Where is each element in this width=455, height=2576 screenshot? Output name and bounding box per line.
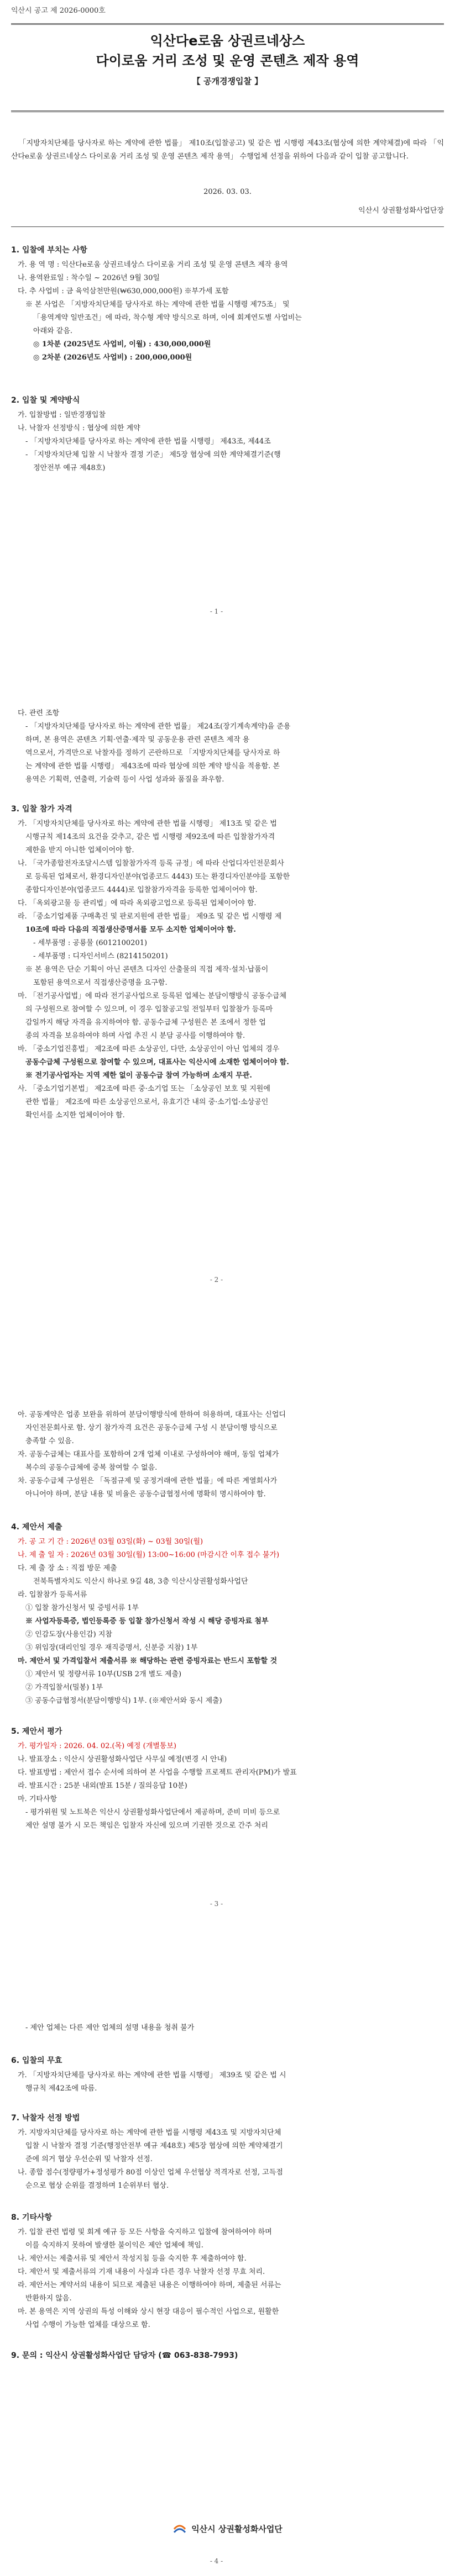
sec8-line: 나. 제안서는 제출서류 및 제안서 작성지침 등을 숙지한 후 제출하여야 함. [18, 2255, 247, 2263]
sec8-line: 반환하지 않음. [25, 2294, 72, 2303]
section-5 [11, 1718, 444, 1833]
title-line-1: 익산다e로움 상권르네상스 [150, 33, 305, 49]
logo-text: 익산시 상권활성화사업단 [191, 2524, 283, 2534]
sec4-line: 가. 공 고 기 간 : 2026년 03월 03일(화) ~ 03월 30일(월) [18, 1538, 203, 1546]
sec4-line: ① 제안서 및 정량서류 10부(USB 2개 별도 제출) [25, 1670, 182, 1678]
contact-line: 9. 문의 : 익산시 상권활성화사업단 담당자 (☎ 063-838-7993) [11, 2351, 238, 2360]
sec7-line: 가. 지방자치단체를 당사자로 하는 계약에 관한 법률 시행령 제43조 및 지방자치단체 [18, 2129, 281, 2137]
notice-number: 익산시 공고 제 2026-0000호 [11, 7, 106, 15]
section-3-continued [11, 1408, 444, 1501]
sec3-line: 의 구성원으로 참여할 수 있으며, 이 경우 입찰공고일 전일부터 입찰참가 등록마 [25, 1005, 273, 1013]
logo-mark-icon [172, 2521, 187, 2536]
sec3-line: ※ 본 용역은 단순 기획이 아닌 콘텐츠 디자인 산출물의 직접 제작·설치·납품이 [25, 965, 269, 974]
sec2b-line: 다. 관련 조항 [18, 709, 60, 717]
sec3-line: 종합디자인분야(업종코드 4444)로 입찰참가자격을 등록한 업체이어야 함. [25, 886, 258, 894]
sec8-line: 마. 본 용역은 지역 상권의 특성 이해와 상시 현장 대응이 필수적인 사업으로, 원활한 [18, 2308, 279, 2316]
title-line-2: 다이로움 거리 조성 및 운영 콘텐츠 제작 용역 [96, 53, 359, 68]
sec2-line: 가. 입찰방법 : 일반경쟁입찰 [18, 411, 106, 419]
sec3b-line: 충족할 수 있음. [25, 1437, 74, 1445]
page-number: - 2 - [210, 1276, 223, 1284]
sec3-line: 가. 「지방자치단체를 당사자로 하는 계약에 관한 법률 시행령」 제13조 및 같은 법 [18, 820, 277, 828]
sec4-line: 다. 제 출 장 소 : 직접 방문 제출 [18, 1564, 117, 1572]
section-4-heading: 4. 제안서 제출 [11, 1523, 62, 1532]
section-1-heading: 1. 입찰에 부치는 사항 [11, 246, 87, 255]
sec5-line: 라. 발표시간 : 25분 내외(발표 15분 / 질의응답 10분) [18, 1782, 187, 1790]
section-2 [11, 387, 444, 475]
sec1-line: ◎ 2차분 (2026년도 사업비) : 200,000,000원 [33, 353, 192, 362]
sec5-line: 가. 평가일자 : 2026. 04. 02.(목) 예정 (개별통보) [18, 1742, 176, 1750]
page-number: - 3 - [210, 1900, 223, 1908]
sec4-line: ① 입찰 참가신청서 및 증빙서류 1부 [25, 1604, 139, 1612]
sec2b-line: 용역은 기획력, 연출력, 기술력 등이 사업 성과와 품질을 좌우함. [25, 775, 224, 784]
sec3-line: ※ 전기공사업자는 지역 제한 없이 공동수급 참여 가능하며 소재지 무관. [25, 1071, 252, 1080]
sec3-line: - 세부품명 : 디자인서비스 (8214150201) [33, 952, 168, 960]
sec4-line: ③ 공동수급협정서(분담이행방식) 1부. (※제안서와 동시 제출) [25, 1697, 222, 1705]
section-5-heading: 5. 제안서 평가 [11, 1727, 62, 1736]
sec7-line: 나. 종합 점수(정량평가+정성평가 80점 이상인 업체 우선협상 적격자로 선정, 고득점 [18, 2168, 283, 2177]
sec3b-line: 자. 공동수급체는 대표사를 포함하여 2개 업체 이내로 구성하여야 해며, 동일 업체가 [18, 1450, 279, 1459]
sec2b-line: 역으로서, 가격만으로 낙찰자를 정하기 곤란하므로 「지방자치단체를 당사자로 하 [25, 749, 280, 757]
section-7-heading: 7. 낙찰자 선정 방법 [11, 2114, 80, 2123]
sec4-line: 라. 입찰참가 등록서류 [18, 1591, 87, 1599]
sec4-line: 나. 제 출 일 자 : 2026년 03월 30일(월) 13:00~16:00 (마감시간 이후 접수 불가) [18, 1551, 280, 1559]
sec3-line: 확인서를 소지한 업체이어야 함. [25, 1111, 125, 1120]
section-8 [11, 2204, 444, 2332]
sec3-line: 마. 「전기공사업법」에 따라 전기공사업으로 등록된 업체는 분담이행방식 공동수급체 [18, 992, 287, 1000]
page-number: - 4 - [210, 2557, 223, 2565]
title-bottom-rule [11, 110, 444, 112]
sec6-line: 가. 「지방자치단체를 당사자로 하는 계약에 관한 법률 시행령」 제39조 및 같은 법 시 [18, 2071, 286, 2079]
title-block [11, 31, 444, 87]
sec3b-line: 자인전문회사로 함. 상기 참가자격 요건은 공동수급체 구성 시 분담이행 방식으로 [25, 1424, 278, 1432]
sec3-line: 라. 「중소기업제품 구매촉진 및 판로지원에 관한 법률」 제9조 및 같은 법 시행령 제 [18, 912, 282, 921]
sec4-line: ② 인감도장(사용인감) 지참 [25, 1630, 112, 1639]
sec1-line: 다. 추 사업비 : 금 육억삼천만원(₩630,000,000원) ※부가세 포함 [18, 287, 229, 295]
sec4-line: 마. 제안서 및 가격입찰서 제출서류 ※ 해당하는 관련 증빙자료는 반드시 포함할 것 [18, 1657, 278, 1665]
sec3-line: 종의 자격을 보유하여야 하며 사업 추진 시 분담 공사를 이행하여야 함. [25, 1032, 245, 1040]
bid-type-subtitle: 【 공개경쟁입찰 】 [192, 76, 263, 86]
sec3-line: 바. 「중소기업진흥법」 제2조에 따른 소상공인, 다만, 소상공인이 아닌 업체의 경우 [18, 1045, 280, 1053]
sec8-line: 라. 제안서는 계약서의 내용이 되므로 제출된 내용은 이행하여야 하며, 제출된 서류는 [18, 2281, 281, 2289]
sec3b-line: 아니어야 하며, 분담 내용 및 비율은 공동수급협정서에 명확히 명시하여야 함. [25, 1490, 266, 1498]
sec1-line: 나. 용역완료일 : 착수일 ~ 2026년 9월 30일 [18, 274, 160, 282]
sec5-line: - 평가위원 및 노트북은 익산시 상권활성화사업단에서 제공하며, 준비 미비 등으로 [25, 1808, 280, 1817]
section-3-heading: 3. 입찰 참가 자격 [11, 805, 72, 814]
sec3b-line: 아. 공동계약은 업종 보완을 위하여 분담이행방식에 한하여 허용하며, 대표사는 신업디 [18, 1411, 286, 1419]
sec3-line: 로 등록된 업체로서, 환경디자인분야(업종코드 4443) 또는 환경디자인분야를 포함한 [25, 873, 290, 881]
sec3b-line: 복수의 공동수급체에 중복 참여할 수 없음. [25, 1464, 158, 1472]
sec3b-line: 차. 공동수급체 구성원은 「독점규제 및 공정거래에 관한 법률」에 따른 계열회사가 [18, 1477, 278, 1485]
sec2-line: - 「지방자치단체 입찰 시 낙찰자 결정 기준」 제5장 협상에 의한 계약체결기준(행 [25, 451, 281, 459]
sec8-line: 가. 입찰 관련 법령 및 회계 예규 등 모든 사항을 숙지하고 입찰에 참여하여야 하며 [18, 2228, 272, 2236]
organization-logo [0, 2521, 455, 2538]
sec2b-line: 는 계약에 관한 법률 시행령」 제43조에 따라 협상에 의한 계약 방식을 적용함. 본 [25, 762, 280, 770]
issuing-organization: 익산시 상권활성화사업단장 [358, 207, 444, 215]
section-6-heading: 6. 입찰의 무효 [11, 2056, 62, 2065]
section-2-continued [11, 707, 444, 786]
sec2b-line: - 「지방자치단체를 당사자로 하는 계약에 관한 법률」 제24조(장기계속계약)을 준용 [25, 722, 291, 731]
section-5-continued [11, 2021, 444, 2035]
section-9 [11, 2342, 444, 2364]
section-3 [11, 795, 444, 1122]
announcement-date: 2026. 03. 03. [203, 188, 252, 196]
sec4-line: ② 가격입찰서(밀봉) 1부 [25, 1683, 103, 1692]
section-2-heading: 2. 입찰 및 계약방식 [11, 396, 80, 405]
sec3-line: 공동수급체 구성원으로 참여할 수 있으며, 대표사는 익산시에 소재한 업체이어야 함. [25, 1058, 289, 1067]
sec1-line: ◎ 1차분 (2025년도 사업비, 이월) : 430,000,000원 [33, 340, 211, 349]
sec6-line: 행규칙 제42조에 따름. [25, 2084, 97, 2093]
sec5-line: 제안 설명 불가 시 모든 책임은 입찰자 자신에 있으며 기권한 것으로 간주 처리 [25, 1822, 268, 1830]
sec3-line: 포함된 용역으로서 직접생산증명을 요구함. [33, 979, 168, 987]
sec2-line: 나. 낙찰자 선정방식 : 협상에 의한 계약 [18, 424, 140, 432]
intro-paragraph: 「지방자치단체를 당사자로 하는 계약에 관한 법률」 제10조(입찰공고) 및 같은 법 시행령 제43조(협상에 의한 계약체결)에 따라 「익산다e로움 상권르네상스 다이로움 거리 조성 및 운영 콘텐츠 제작 용역」 수행업체 선정을 위하여 다음과 같이 입찰 공고합니다. [11, 139, 444, 161]
sec4-line: ③ 위임장(대리인일 경우 재직증명서, 신분증 지참) 1부 [25, 1644, 198, 1652]
sec3-line: 나. 「국가종합전자조달시스템 입찰참가자격 등록 규정」에 따라 산업디자인전문회사 [18, 859, 284, 868]
sec5-line: 나. 발표장소 : 익산시 상권활성화사업단 사무실 예정(변경 시 안내) [18, 1755, 227, 1764]
sec1-line: 아래와 같음. [33, 327, 73, 335]
sec1-line: ※ 본 사업은 「지방자치단체를 당사자로 하는 계약에 관한 법률 시행령 제75조」 및 [25, 300, 290, 309]
sec4-line: ※ 사업자등록증, 법인등록증 등 입찰 참가신청서 작성 시 해당 증빙자료 첨부 [25, 1617, 269, 1625]
sec2-line: - 「지방자치단체를 당사자로 하는 계약에 관한 법률 시행령」 제43조, 제44조 [25, 437, 271, 446]
sec2b-line: 하며, 본 용역은 콘텐츠 기획·연출·제작 및 공동운용 관련 콘텐츠 제작 용 [25, 736, 250, 744]
sec7-line: 순으로 협상 순위를 결정하며 1순위부터 협상. [25, 2182, 169, 2190]
section-8-heading: 8. 기타사항 [11, 2213, 53, 2222]
sec8-line: 사업 수행이 가능한 업체를 대상으로 함. [25, 2321, 150, 2329]
section-6 [11, 2047, 444, 2095]
sec1-line: 「용역계약 일반조건」에 따라, 착수형 계약 방식으로 하며, 이에 회계연도별 사업비는 [33, 314, 302, 322]
sec8-line: 다. 제안서 및 제출서류의 기재 내용이 사실과 다른 경우 낙찰자 선정 무효 처리. [18, 2268, 265, 2276]
page-number: - 1 - [210, 608, 223, 615]
section-1 [11, 236, 444, 365]
section-divider [11, 226, 444, 227]
sec3-line: 10조에 따라 다음의 직접생산증명서를 모두 소지한 업체이어야 함. [25, 926, 236, 934]
sec5-line: 다. 발표방법 : 제안서 접수 순서에 의하여 본 사업을 수행할 프로젝트 관리자(PM)가 발표 [18, 1769, 297, 1777]
sec2-line: 정안전부 예규 제48호) [33, 464, 106, 472]
title-top-rule [11, 23, 444, 25]
sec5-line: 마. 기타사항 [18, 1795, 57, 1803]
sec3-line: 사. 「중소기업기본법」 제2조에 따른 중·소기업 또는 「소상공인 보호 및 지원에 [18, 1085, 270, 1093]
sec3-line: 제한을 받지 아니한 업체이어야 함. [25, 846, 134, 854]
sec3-line: - 세부품명 : 공룡물 (60121002​01) [33, 939, 148, 947]
sec3-line: 감일까지 해당 자격을 유지하여야 함. 공동수급체 구성원은 본 조에서 정한 업 [25, 1018, 266, 1027]
section-7 [11, 2104, 444, 2193]
sec3-line: 관한 법률」 제2조에 따른 소상공인으로서, 유효기간 내의 중·소기업·소상공인 [25, 1098, 269, 1106]
sec7-line: 입찰 시 낙찰자 결정 기준(행정안전부 예규 제48호) 제5장 협상에 의한 계약체결기 [25, 2142, 283, 2150]
section-4 [11, 1513, 444, 1708]
sec7-line: 준에 의거 협상 우선순위 및 낙찰자 선정. [25, 2155, 153, 2163]
sec8-line: 이를 숙지하지 못하여 발생한 불이익은 제안 업체에 책임. [25, 2241, 203, 2250]
sec1-line: 가. 용 역 명 : 익산다e로움 상권르네상스 다이로움 거리 조성 및 운영 콘텐츠 제작 용역 [18, 261, 288, 269]
sec4-line: 전북특별자치도 익산시 하나로 9길 48, 3층 익산시상권활성화사업단 [33, 1577, 248, 1586]
sec5b-line: - 제안 업체는 다른 제안 업체의 설명 내용을 청취 불가 [25, 2024, 195, 2032]
sec3-line: 다. 「옥외광고물 등 관리법」에 따라 옥외광고업으로 등록된 업체이어야 함. [18, 899, 257, 907]
sec3-line: 시행규칙 제14조의 요건을 갖추고, 같은 법 시행령 제92조에 따른 입찰참가자격 [25, 833, 275, 841]
